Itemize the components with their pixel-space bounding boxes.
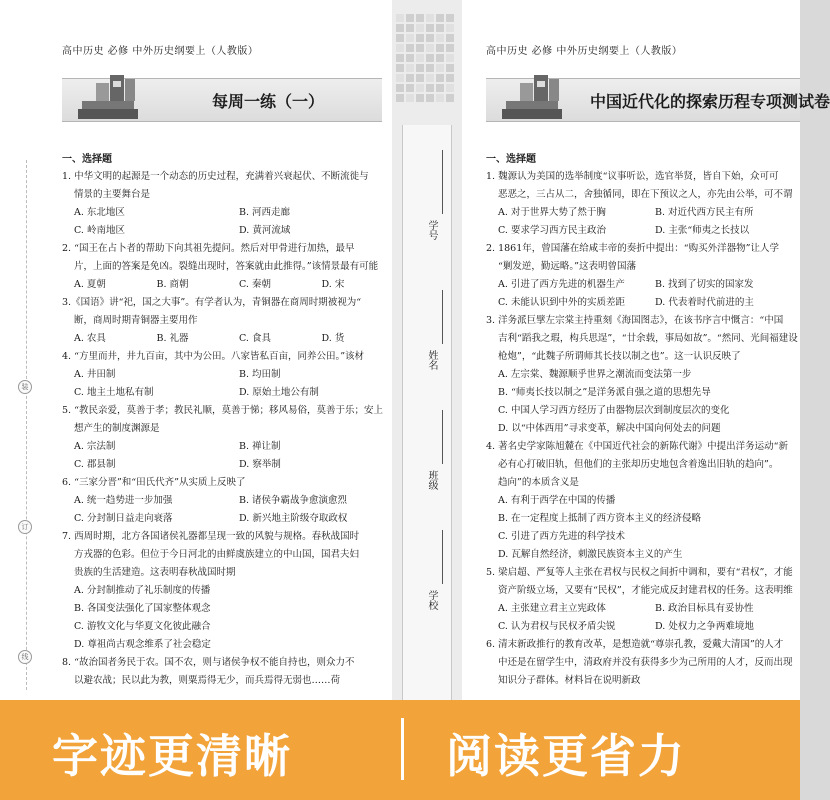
question-line: 情景的主要舞台是: [74, 189, 151, 200]
right-worksheet-page: [462, 0, 830, 700]
decor-square: [436, 14, 444, 22]
question-line: 2. “国王在占卜者的帮助下向其祖先提问。然后对甲骨进行加热，最早: [62, 243, 355, 254]
question-line: 1. 中华文明的起源是一个动态的历史过程，充满着兴衰起伏、不断流徙与: [62, 171, 369, 182]
answer-option: B. 对近代西方民主有所: [655, 207, 754, 218]
answer-option: B. 河西走廊: [239, 207, 291, 218]
left-page-title: 每周一练（一）: [212, 92, 325, 111]
option-row: [62, 456, 392, 474]
field-name: [406, 290, 450, 410]
answer-option: A. 东北地区: [74, 207, 125, 218]
decor-square: [406, 64, 414, 72]
decor-square: [426, 34, 434, 42]
banner-right-slogan: 阅读更省力: [446, 729, 686, 783]
answer-option: C. 岭南地区: [74, 225, 125, 236]
decor-square: [436, 54, 444, 62]
answer-option: C. 食具: [239, 333, 271, 344]
question-line: A. 左宗棠、魏源顺乎世界之潮流而变法第一步: [498, 369, 692, 380]
answer-option: B. 商朝: [156, 279, 189, 290]
option-row: [62, 204, 392, 222]
decor-square: [436, 94, 444, 102]
decor-square: [446, 24, 454, 32]
option-row: [486, 204, 800, 222]
field-school: [406, 530, 450, 670]
decor-square: [446, 84, 454, 92]
field-label: 学校: [426, 590, 437, 610]
decor-square: [446, 64, 454, 72]
left-question-list: [62, 168, 392, 690]
decor-square: [396, 74, 404, 82]
answer-option: A. 井田制: [74, 369, 116, 380]
question-line: C. 引进了西方先进的科学技术: [498, 531, 625, 542]
field-input-line[interactable]: [442, 410, 443, 464]
answer-option: A. 引进了西方先进的机器生产: [498, 279, 625, 290]
question-line: 贵族的生活建造。这表明春秋战国时期: [74, 567, 236, 578]
binding-mark: 装: [18, 380, 32, 394]
answer-option: D. 黄河流域: [239, 225, 291, 236]
question-line: 恶恶之，三占从二，舍独循同，即在下预议之人，亦先由公举，可不谓: [498, 189, 793, 200]
decor-square: [426, 14, 434, 22]
decor-square: [396, 14, 404, 22]
decor-square: [426, 84, 434, 92]
field-input-line[interactable]: [442, 290, 443, 344]
answer-option: D. 新兴地主阶级夺取政权: [239, 513, 348, 524]
decor-square: [406, 74, 414, 82]
right-running-head: 高中历史 必修 中外历史纲要上（人教版）: [486, 46, 683, 57]
decor-square: [436, 74, 444, 82]
decor-square: [396, 44, 404, 52]
decor-square: [426, 54, 434, 62]
decor-square: [436, 64, 444, 72]
decorative-squares: [396, 14, 456, 104]
decor-square: [426, 24, 434, 32]
question-line: 断，商周时期青铜器主要用作: [74, 315, 198, 326]
right-section-heading: 一、选择题: [486, 154, 536, 165]
decor-square: [436, 44, 444, 52]
field-label: 班级: [426, 470, 437, 490]
option-row: [62, 366, 392, 384]
books-icon: [76, 73, 142, 121]
option-row: [62, 438, 392, 456]
question-line: 枪炮”，“此魏子所谓师其长技以制之也”。这一认识反映了: [498, 351, 741, 362]
right-question-list: [486, 168, 800, 690]
left-title-bar: [62, 78, 382, 122]
field-input-line[interactable]: [442, 150, 443, 214]
question-line: C. 中国人学习西方经历了由器物层次到制度层次的变化: [498, 405, 730, 416]
answer-option: B. 均田制: [239, 369, 281, 380]
decor-square: [446, 44, 454, 52]
books-icon: [500, 73, 566, 121]
decor-square: [436, 34, 444, 42]
question-line: 以避农战；民以此为教，则粟焉得无少，而兵焉得无弱也……荷: [74, 675, 341, 686]
decor-square: [406, 44, 414, 52]
answer-option: A. 夏朝: [74, 279, 106, 290]
answer-option: C. 分封制日益走向衰落: [74, 513, 173, 524]
decor-square: [446, 14, 454, 22]
field-label: 姓名: [426, 350, 437, 370]
option-row: [486, 276, 800, 294]
question-line: 6. 清末新政推行的教育改革，是想造就“尊崇孔教，爱戴大清国”的人才: [486, 639, 784, 650]
decor-square: [396, 94, 404, 102]
left-running-head: 高中历史 必修 中外历史纲要上（人教版）: [62, 46, 259, 57]
decor-square: [416, 84, 424, 92]
question-line: A. 分封制推动了礼乐制度的传播: [74, 585, 211, 596]
answer-option: C. 认为君权与民权矛盾尖锐: [498, 621, 616, 632]
option-row: [62, 384, 392, 402]
question-line: D. 瓦解自然经济，刺激民族资本主义的产生: [498, 549, 683, 560]
decor-square: [416, 34, 424, 42]
decor-square: [416, 44, 424, 52]
answer-option: B. 礼器: [156, 333, 189, 344]
option-row: [62, 510, 392, 528]
answer-option: C. 要求学习西方民主政治: [498, 225, 606, 236]
question-line: 3.《国语》讲“祀，国之大事”。有学者认为，青铜器在商周时期被视为“: [62, 297, 362, 308]
banner-divider: [401, 718, 404, 780]
question-line: 片，上面的答案是免凶。裂缝出现时，答案就由此推得。”该情景最有可能: [74, 261, 379, 272]
answer-option: A. 宗法制: [74, 441, 116, 452]
question-line: C. 游牧文化与华夏文化彼此融合: [74, 621, 211, 632]
promo-banner: [0, 700, 800, 800]
answer-option: D. 主张“师夷之长技以: [655, 225, 750, 236]
decor-square: [416, 14, 424, 22]
binding-mark: 线: [18, 650, 32, 664]
field-class: [406, 410, 450, 530]
binding-mark: 订: [18, 520, 32, 534]
answer-option: C. 郡县制: [74, 459, 116, 470]
decor-square: [416, 54, 424, 62]
answer-option: D. 察举制: [239, 459, 281, 470]
decor-square: [396, 84, 404, 92]
question-line: 资产阶级立场，又要有“民权”，才能完成反封建君权的任务。这表明维: [498, 585, 793, 596]
right-title-bar: [486, 78, 830, 122]
option-row: [62, 222, 392, 240]
option-row: [486, 294, 800, 312]
field-input-line[interactable]: [442, 530, 443, 584]
question-line: 吉利“蹈我之瑕，构兵思逞”，“廿余载，事局如故”。“然同、光间福建设: [498, 333, 798, 344]
option-row: [486, 600, 800, 618]
question-line: 想产生的制度渊源是: [74, 423, 160, 434]
decor-square: [396, 64, 404, 72]
field-label: 学号: [426, 220, 437, 240]
field-student-id: [406, 150, 450, 290]
question-line: 4. “方里而井，井九百亩，其中为公田。八家皆私百亩，同养公田。”该材: [62, 351, 365, 362]
decor-square: [396, 54, 404, 62]
question-line: 5. 梁启超、严复等人主张在君权与民权之间折中调和，要有“君权”，才能: [486, 567, 793, 578]
decor-square: [416, 74, 424, 82]
decor-square: [426, 94, 434, 102]
question-line: 7. 西周时期，北方各国诸侯礼器都呈现一致的风貌与规格。春秋战国时: [62, 531, 360, 542]
answer-option: B. 找到了切实的国家发: [655, 279, 754, 290]
option-row: [62, 492, 392, 510]
decor-square: [416, 64, 424, 72]
decor-square: [416, 24, 424, 32]
decor-square: [396, 24, 404, 32]
question-line: 必有心打破旧轨，但他们的主张却历史地包含着逸出旧轨的趋向”。: [498, 459, 779, 470]
decor-square: [446, 34, 454, 42]
question-line: 8. “故治国者务民于农。国不农，则与诸侯争权不能自持也，则众力不: [62, 657, 355, 668]
answer-option: D. 宋: [321, 279, 345, 290]
option-row: [62, 276, 392, 294]
question-line: 3. 洋务派巨擘左宗棠主持重刻《海国图志》，在该书序言中慨言：“中国: [486, 315, 784, 326]
banner-left-slogan: 字迹更清晰: [52, 729, 292, 783]
right-page-title: 中国近代化的探索历程专项测试卷: [590, 92, 830, 111]
question-line: “剿发逆，勤远略。”这表明曾国藩: [498, 261, 636, 272]
option-row: [62, 330, 392, 348]
question-line: 6. “三家分晋”和“田氏代齐”从实质上反映了: [62, 477, 246, 488]
decor-square: [446, 74, 454, 82]
decor-square: [406, 94, 414, 102]
question-line: 5. “教民亲爱，莫善于孝；教民礼顺，莫善于悌；移风易俗，莫善于乐；安上: [62, 405, 383, 416]
decor-square: [446, 54, 454, 62]
answer-option: A. 对于世界大势了然于胸: [498, 207, 606, 218]
left-worksheet-page: [0, 0, 392, 700]
question-line: 知识分子群体。材料旨在说明新政: [498, 675, 641, 686]
question-line: 4. 著名史学家陈旭麓在《中国近代社会的新陈代谢》中提出洋务运动“新: [486, 441, 788, 452]
option-row: [486, 222, 800, 240]
question-line: 趋向”的本质含义是: [498, 477, 579, 488]
binding-line: [26, 160, 30, 690]
question-line: B. 在一定程度上抵制了西方资本主义的经济侵略: [498, 513, 702, 524]
decor-square: [396, 34, 404, 42]
decor-square: [436, 24, 444, 32]
option-row: [486, 618, 800, 636]
decor-square: [406, 14, 414, 22]
answer-option: A. 主张建立君主立宪政体: [498, 603, 606, 614]
decor-square: [426, 74, 434, 82]
decor-square: [406, 84, 414, 92]
answer-option: C. 地主土地私有制: [74, 387, 154, 398]
decor-square: [436, 84, 444, 92]
question-line: A. 有利于西学在中国的传播: [498, 495, 616, 506]
question-line: 2. 1861年，曾国藩在给咸丰帝的奏折中提出：“购买外洋器物”让人学: [486, 243, 779, 254]
question-line: B. “师夷长技以制之”是洋务派自强之道的思想先导: [498, 387, 711, 398]
decor-square: [406, 54, 414, 62]
left-section-heading: 一、选择题: [62, 154, 112, 165]
answer-option: D. 代表着时代前进的主: [655, 297, 754, 308]
answer-option: C. 未能认识到中外的实质差距: [498, 297, 625, 308]
answer-option: D. 原始土地公有制: [239, 387, 319, 398]
question-line: D. 尊祖尚古观念维系了社会稳定: [74, 639, 211, 650]
answer-option: D. 处权力之争两难境地: [655, 621, 754, 632]
answer-option: C. 秦朝: [239, 279, 271, 290]
question-line: 方戎器的色彩。但位于今日河北的由鲜虞族建立的中山国，国君夫妇: [74, 549, 360, 560]
answer-option: B. 诸侯争霸战争愈演愈烈: [239, 495, 348, 506]
decor-square: [406, 24, 414, 32]
question-line: B. 各国变法强化了国家整体观念: [74, 603, 211, 614]
question-line: 中还是在留学生中，清政府并没有获得多少为己所用的人才，反而出现: [498, 657, 793, 668]
decor-square: [406, 34, 414, 42]
answer-option: A. 农具: [74, 333, 106, 344]
answer-option: D. 货: [321, 333, 345, 344]
question-line: 1. 魏源认为美国的选举制度“议事听讼，选官举贤，皆自下始，众可可: [486, 171, 779, 182]
decor-square: [426, 44, 434, 52]
answer-option: A. 统一趋势进一步加强: [74, 495, 173, 506]
decor-square: [416, 94, 424, 102]
answer-option: B. 政治目标具有妥协性: [655, 603, 754, 614]
decor-square: [426, 64, 434, 72]
question-line: D. 以“中体西用”寻求变革，解决中国向何处去的问题: [498, 423, 721, 434]
answer-option: B. 禅让制: [239, 441, 281, 452]
decor-square: [446, 94, 454, 102]
